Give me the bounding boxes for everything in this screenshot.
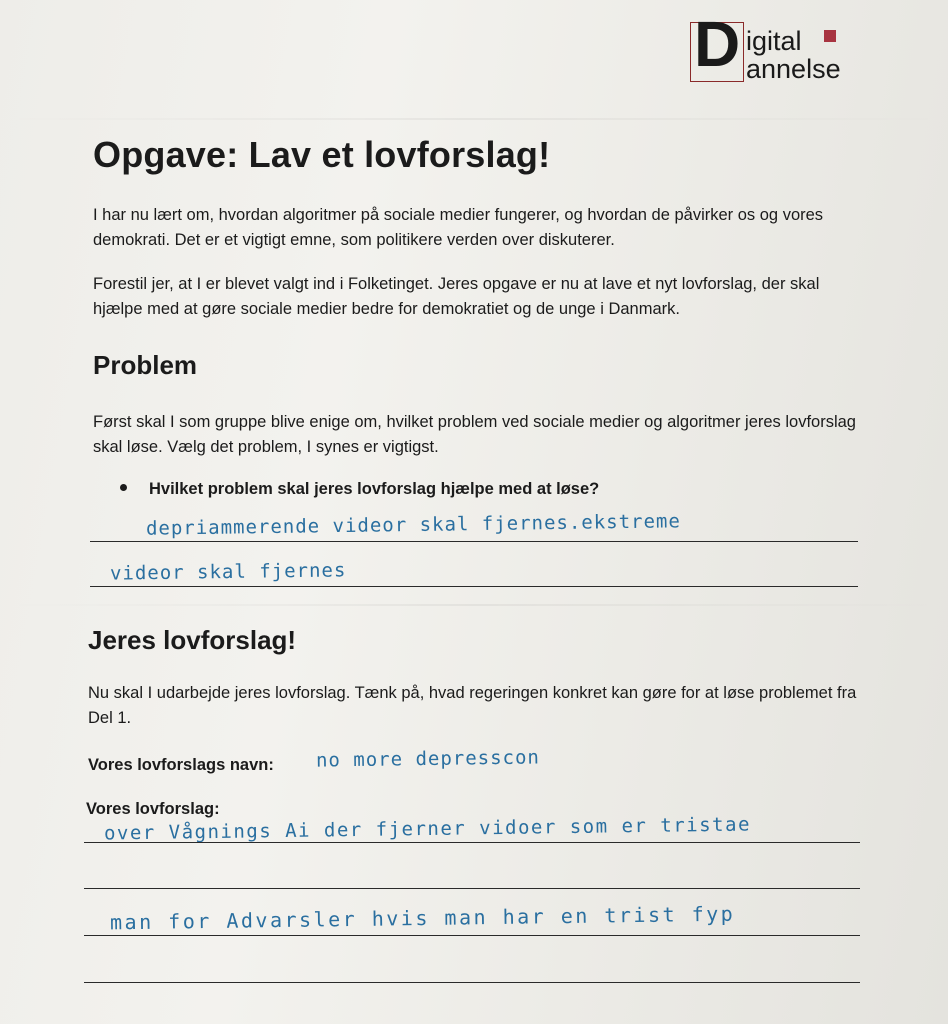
answer-rule — [84, 888, 860, 889]
bullet-icon — [120, 484, 127, 491]
problem-question — [120, 480, 599, 499]
paper-crease — [0, 118, 948, 120]
answer-rule — [84, 935, 860, 936]
problem-instructions: Først skal I som gruppe blive enige om, hvilket problem ved sociale medier og algoritmer jeres lovforslag skal løse. Vælg det problem, I synes er vigtigst. — [93, 413, 856, 456]
problem-question-text: Hvilket problem skal jeres lovforslag hjælpe med at løse? — [149, 480, 600, 498]
problem-answer-line-1[interactable]: depriammerende videor skal fjernes.ekstreme — [145, 510, 682, 540]
logo-word-annelse: annelse — [746, 54, 841, 84]
logo-word-igital: igital — [746, 26, 802, 56]
problem-answer-line-2[interactable]: videor skal fjernes — [109, 559, 347, 585]
paper-crease — [0, 604, 948, 606]
problem-heading: Problem — [93, 350, 198, 380]
answer-rule — [84, 842, 860, 843]
proposal-name-value[interactable]: no more depresscon — [315, 746, 541, 772]
proposal-name-label: Vores lovforslags navn: — [88, 756, 274, 774]
answer-rule — [84, 982, 860, 983]
proposal-instructions: Nu skal I udarbejde jeres lovforslag. Tænk på, hvad regeringen konkret kan gøre for at løse problemet fra Del 1. — [88, 684, 857, 727]
intro-paragraph-2: Forestil jer, at I er blevet valgt ind i Folketinget. Jeres opgave er nu at lave et nyt lovforslag, der skal hjælpe med at gøre sociale medier bedre for demokratiet og de unge i Danmark. — [93, 275, 820, 318]
proposal-label: Vores lovforslag: — [86, 800, 220, 818]
logo-square-icon — [824, 30, 836, 42]
answer-rule — [90, 586, 858, 587]
page-title: Opgave: Lav et lovforslag! — [93, 134, 551, 175]
digital-dannelse-logo — [688, 8, 858, 86]
logo-letter-d: D — [694, 8, 741, 80]
proposal-heading: Jeres lovforslag! — [88, 625, 297, 655]
intro-paragraph-1: I har nu lært om, hvordan algoritmer på sociale medier fungerer, og hvordan de påvirker os og vores demokrati. Det er et vigtigt emne, som politikere verden over diskuterer. — [93, 206, 824, 249]
proposal-answer-line-3[interactable]: man for Advarsler hvis man har en trist fyp — [109, 901, 736, 935]
answer-rule — [90, 541, 858, 542]
proposal-answer-line-1[interactable]: over Vågnings Ai der fjerner vidoer som er tristae — [103, 813, 752, 845]
